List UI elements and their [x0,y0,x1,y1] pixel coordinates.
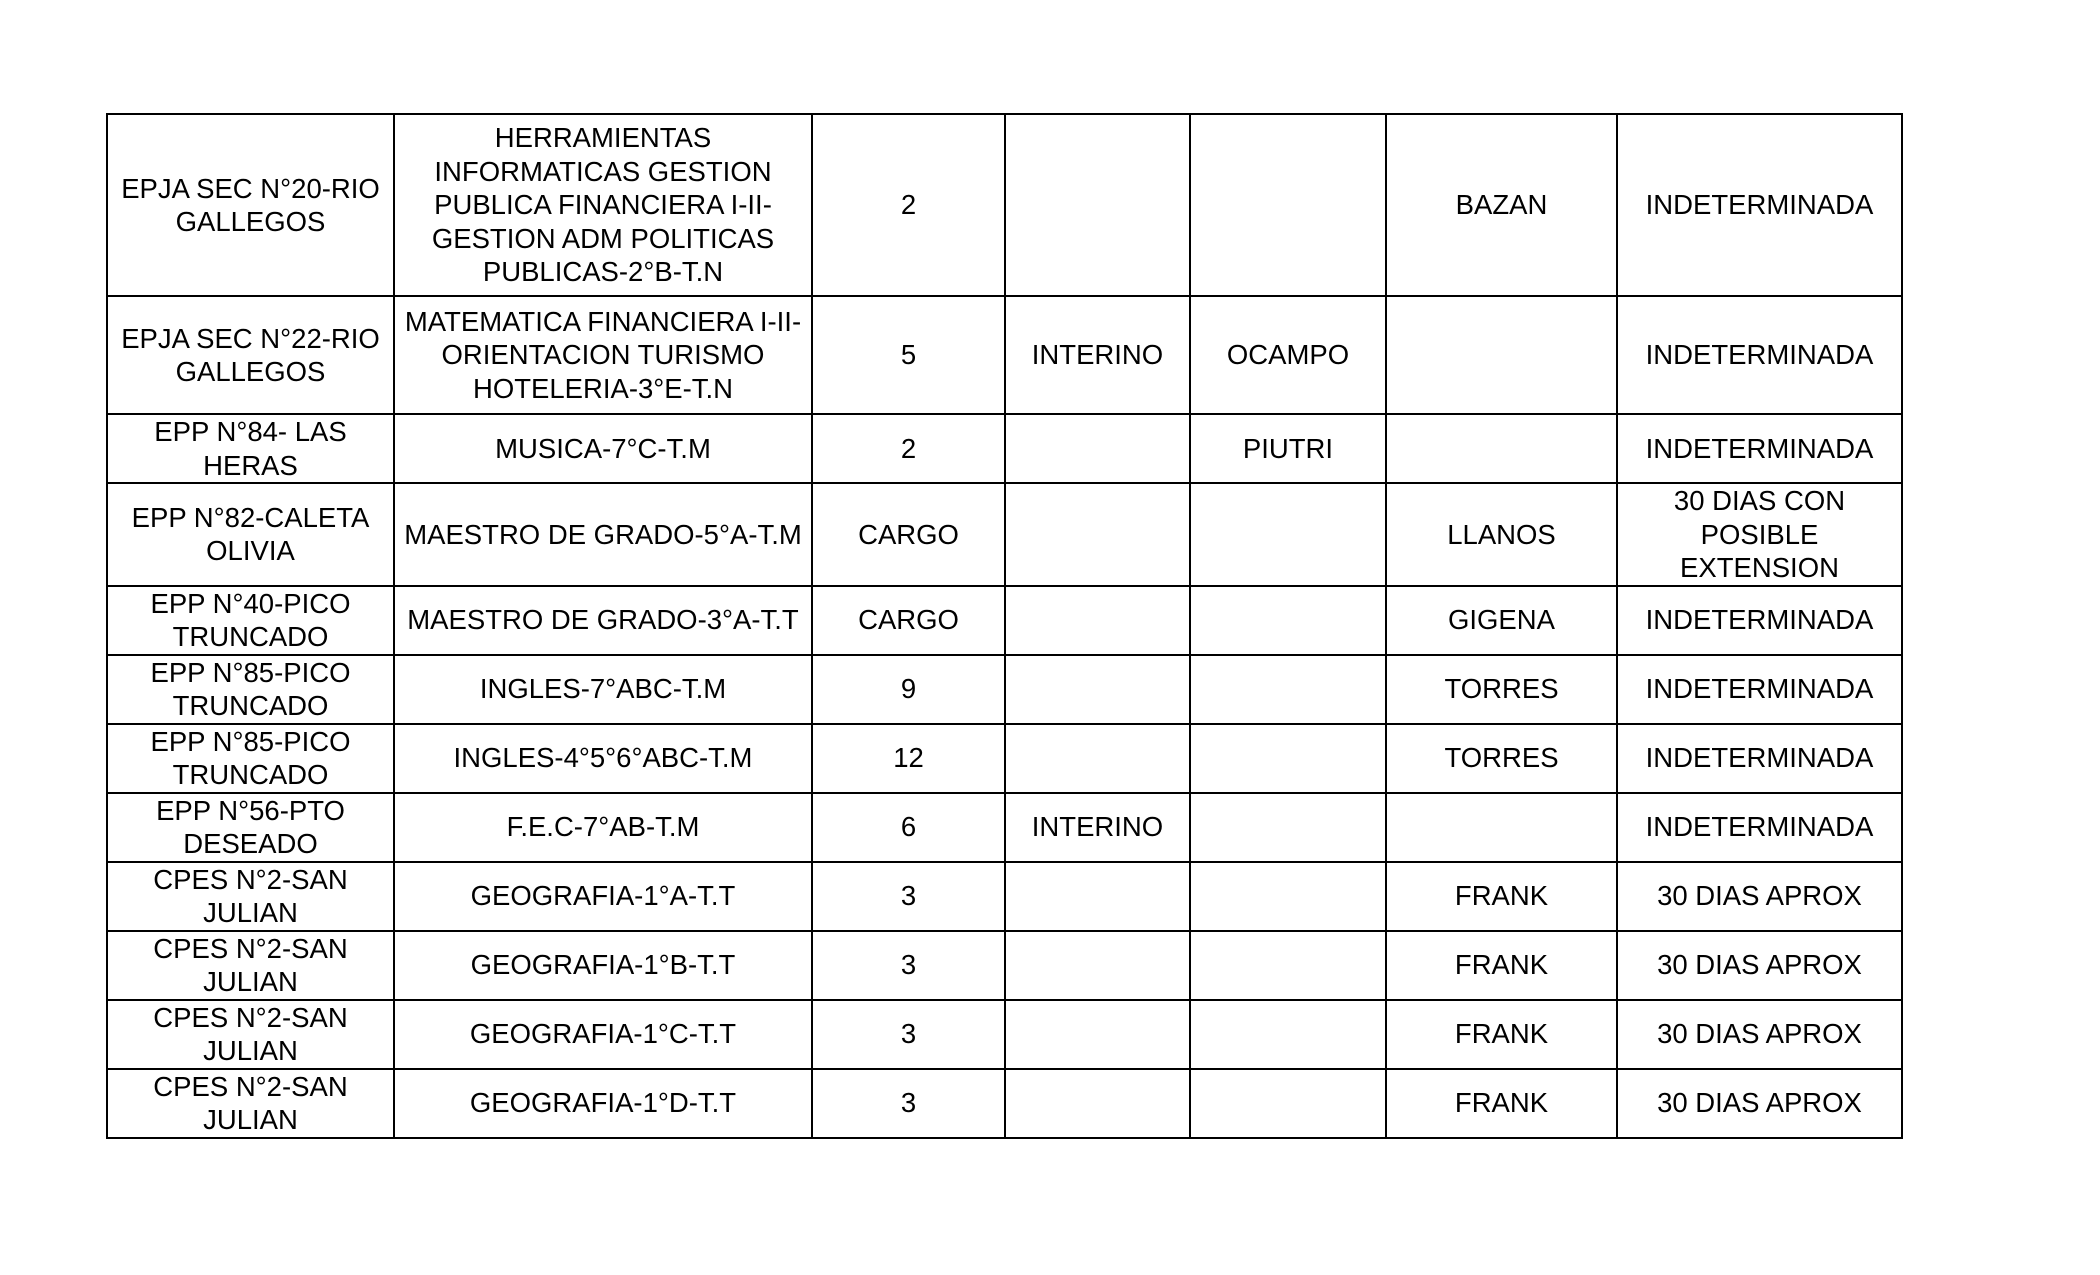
teacher-cell [1190,724,1386,793]
table-row [107,793,1902,862]
teacher-cell [1190,114,1386,296]
school-cell: CPES N°2-SAN JULIAN [107,1069,394,1138]
subject-cell: INGLES-7°ABC-T.M [394,655,812,724]
subject-cell: GEOGRAFIA-1°B-T.T [394,931,812,1000]
table-row [107,724,1902,793]
status-cell [1005,655,1190,724]
replaces-cell: LLANOS [1386,483,1617,586]
hours-cell: 9 [812,655,1005,724]
hours-cell: 12 [812,724,1005,793]
school-cell: CPES N°2-SAN JULIAN [107,862,394,931]
subject-cell: INGLES-4°5°6°ABC-T.M [394,724,812,793]
hours-cell: 3 [812,1069,1005,1138]
school-cell: EPJA SEC N°22-RIO GALLEGOS [107,296,394,414]
replaces-cell: FRANK [1386,1000,1617,1069]
replaces-cell: GIGENA [1386,586,1617,655]
replaces-cell: BAZAN [1386,114,1617,296]
table-row [107,296,1902,414]
replaces-cell [1386,793,1617,862]
duration-cell: 30 DIAS APROX [1617,862,1902,931]
status-cell [1005,1000,1190,1069]
replaces-cell: TORRES [1386,655,1617,724]
table-row [107,586,1902,655]
replaces-cell: FRANK [1386,931,1617,1000]
school-cell: EPP N°85-PICO TRUNCADO [107,655,394,724]
school-cell: EPP N°82-CALETA OLIVIA [107,483,394,586]
status-cell: INTERINO [1005,793,1190,862]
teacher-cell: OCAMPO [1190,296,1386,414]
hours-cell: 3 [812,1000,1005,1069]
school-cell: EPP N°84- LAS HERAS [107,414,394,483]
school-cell: EPP N°85-PICO TRUNCADO [107,724,394,793]
duration-cell: INDETERMINADA [1617,414,1902,483]
teacher-cell [1190,1000,1386,1069]
duration-cell: 30 DIAS CON POSIBLE EXTENSION [1617,483,1902,586]
replaces-cell: FRANK [1386,862,1617,931]
subject-cell: GEOGRAFIA-1°A-T.T [394,862,812,931]
table-row [107,1069,1902,1138]
status-cell [1005,414,1190,483]
table-row [107,114,1902,296]
subject-cell: MATEMATICA FINANCIERA I-II-ORIENTACION TURISMO HOTELERIA-3°E-T.N [394,296,812,414]
table-row [107,1000,1902,1069]
table-row [107,655,1902,724]
teacher-cell [1190,793,1386,862]
duration-cell: 30 DIAS APROX [1617,1000,1902,1069]
teacher-cell [1190,931,1386,1000]
status-cell [1005,586,1190,655]
duration-cell: INDETERMINADA [1617,586,1902,655]
school-cell: EPP N°56-PTO DESEADO [107,793,394,862]
school-cell: CPES N°2-SAN JULIAN [107,931,394,1000]
hours-cell: 2 [812,414,1005,483]
duration-cell: INDETERMINADA [1617,793,1902,862]
teacher-cell [1190,586,1386,655]
hours-cell: 3 [812,931,1005,1000]
duration-cell: INDETERMINADA [1617,655,1902,724]
teacher-cell [1190,655,1386,724]
subject-cell: GEOGRAFIA-1°D-T.T [394,1069,812,1138]
replaces-cell [1386,414,1617,483]
school-cell: EPP N°40-PICO TRUNCADO [107,586,394,655]
status-cell [1005,862,1190,931]
hours-cell: CARGO [812,586,1005,655]
table-row [107,931,1902,1000]
table-row [107,414,1902,483]
duration-cell: INDETERMINADA [1617,296,1902,414]
hours-cell: 5 [812,296,1005,414]
hours-cell: CARGO [812,483,1005,586]
table-row [107,483,1902,586]
subject-cell: MUSICA-7°C-T.M [394,414,812,483]
replaces-cell [1386,296,1617,414]
hours-cell: 2 [812,114,1005,296]
status-cell: INTERINO [1005,296,1190,414]
duration-cell: INDETERMINADA [1617,724,1902,793]
teacher-cell [1190,483,1386,586]
subject-cell: HERRAMIENTAS INFORMATICAS GESTION PUBLICA FINANCIERA I-II-GESTION ADM POLITICAS PUBLICAS-2°B-T.N [394,114,812,296]
school-cell: EPJA SEC N°20-RIO GALLEGOS [107,114,394,296]
subject-cell: F.E.C-7°AB-T.M [394,793,812,862]
replaces-cell: FRANK [1386,1069,1617,1138]
replaces-cell: TORRES [1386,724,1617,793]
status-cell [1005,114,1190,296]
teacher-cell: PIUTRI [1190,414,1386,483]
school-cell: CPES N°2-SAN JULIAN [107,1000,394,1069]
duration-cell: 30 DIAS APROX [1617,1069,1902,1138]
table-row [107,862,1902,931]
subject-cell: GEOGRAFIA-1°C-T.T [394,1000,812,1069]
hours-cell: 6 [812,793,1005,862]
subject-cell: MAESTRO DE GRADO-3°A-T.T [394,586,812,655]
duration-cell: INDETERMINADA [1617,114,1902,296]
duration-cell: 30 DIAS APROX [1617,931,1902,1000]
status-cell [1005,724,1190,793]
vacancies-table [106,113,1903,1139]
status-cell [1005,483,1190,586]
hours-cell: 3 [812,862,1005,931]
status-cell [1005,931,1190,1000]
teacher-cell [1190,1069,1386,1138]
subject-cell: MAESTRO DE GRADO-5°A-T.M [394,483,812,586]
teacher-cell [1190,862,1386,931]
status-cell [1005,1069,1190,1138]
